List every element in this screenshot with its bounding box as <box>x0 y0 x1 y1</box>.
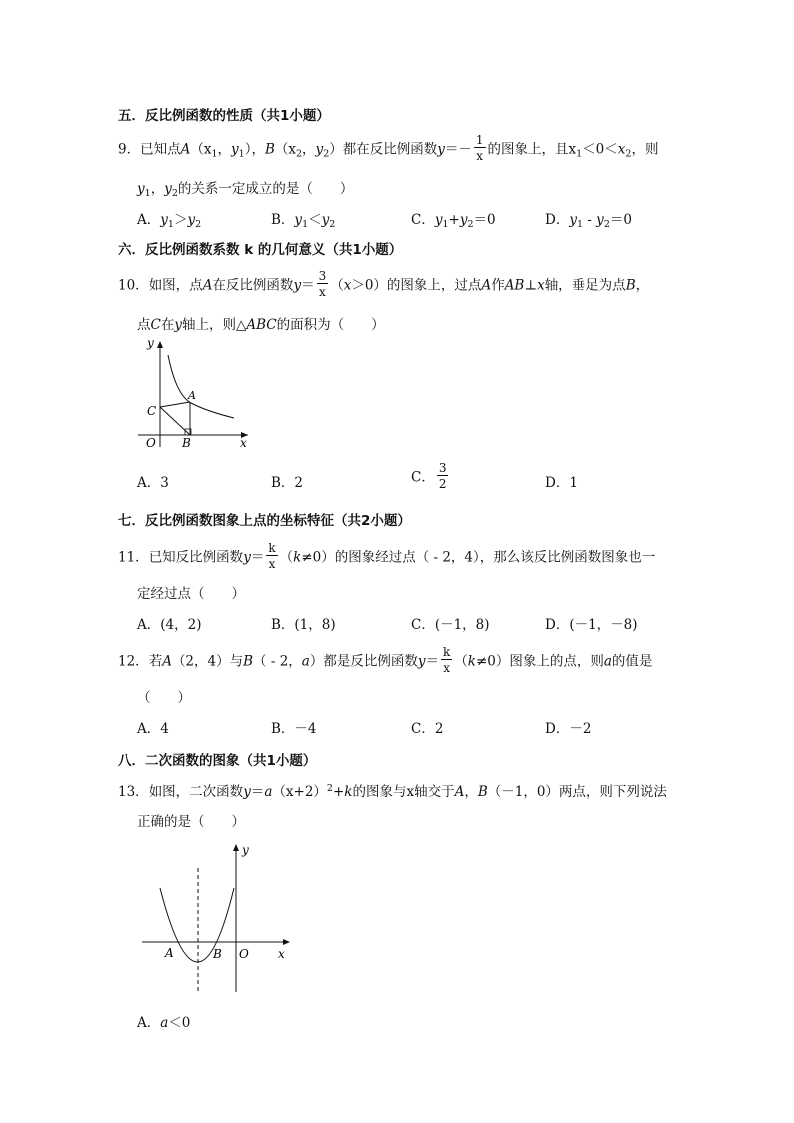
label-c: C <box>147 404 157 418</box>
question-12-line1: 12．若A（2，4）与B（ - 2，a）都是反比例函数y＝ $\frac{k}{x}$ （k≠0）图象上的点，则a的值是 <box>118 645 653 675</box>
question-10-line2: 点C在y轴上，则△ABC的面积为（ ） <box>137 317 385 333</box>
x-axis-arrow <box>283 939 290 945</box>
y-axis-arrow <box>157 341 163 348</box>
question-11-line2: 定经过点（ ） <box>137 586 245 602</box>
question-13-line2: 正确的是（ ） <box>137 814 245 830</box>
segment-cb <box>160 407 190 435</box>
option-9b[interactable]: B．$y_1<y_2$ <box>271 212 336 230</box>
option-11c[interactable]: C．(－1，8) <box>411 617 490 633</box>
label-o: O <box>146 436 156 450</box>
section-title-6: 六．反比例函数系数 k 的几何意义（共1小题） <box>118 242 403 258</box>
option-9d[interactable]: D．$y_1 - y_2=0$ <box>545 212 632 230</box>
option-10a[interactable]: A．3 <box>137 475 169 491</box>
y-axis-arrow <box>233 844 239 851</box>
label-x: x <box>240 436 247 450</box>
hyperbola-curve <box>168 355 234 418</box>
question-10-line1: 10．如图，点A在反比例函数y＝ $\frac{3}{x}$ （x＞0）的图象上，过点A作AB⊥x轴，垂足为点B， <box>118 269 650 299</box>
fraction-k-over-x-2: $\frac{k}{x}$ <box>442 645 451 675</box>
section-title-8: 八．二次函数的图象（共1小题） <box>118 753 317 769</box>
option-12a[interactable]: A．4 <box>137 721 169 737</box>
option-11d[interactable]: D．(－1，－8) <box>545 617 638 633</box>
label-x: x <box>278 947 285 961</box>
option-10c[interactable]: C． $\frac{3}{2}$ <box>411 461 447 491</box>
figure-inverse-function <box>128 335 258 450</box>
label-b: B <box>182 436 191 450</box>
option-10d[interactable]: D．1 <box>545 475 578 491</box>
section-title-7: 七．反比例函数图象上点的坐标特征（共2小题） <box>118 513 411 529</box>
segment-ca <box>160 402 190 407</box>
label-b: B <box>213 947 222 961</box>
option-13a[interactable]: A．a＜0 <box>137 1015 191 1031</box>
fraction-1-over-x: $\frac{1}{x}$ <box>475 133 484 163</box>
option-12d[interactable]: D．－2 <box>545 721 592 737</box>
figure-parabola <box>138 838 298 996</box>
option-10b[interactable]: B．2 <box>271 475 304 491</box>
question-11-line1: 11．已知反比例函数y＝ $\frac{k}{x}$ （k≠0）的图象经过点（ - 2，4），那么该反比例函数图象也一 <box>118 541 656 571</box>
question-9-line2: $y_1$，$y_2$的关系一定成立的是（ ） <box>137 181 354 199</box>
label-y: y <box>147 336 154 350</box>
option-9a[interactable]: A．$y_1>y_2$ <box>137 212 202 230</box>
label-o: O <box>239 947 249 961</box>
label-a: A <box>188 389 196 402</box>
question-12-line2: （ ） <box>137 690 191 706</box>
option-11b[interactable]: B．(1，8) <box>271 617 336 633</box>
fraction-k-over-x: $\frac{k}{x}$ <box>268 541 276 571</box>
question-9-line1: 9．已知点$A(x_1$，$y_1$），$B(x_2$，$y_2$）都在反比例函数y＝－ $\frac{1}{x}$ 的图象上，且$x_1<0<x_2$，则 <box>118 133 659 163</box>
option-12c[interactable]: C．2 <box>411 721 444 737</box>
option-12b[interactable]: B．－4 <box>271 721 317 737</box>
option-11a[interactable]: A．(4，2) <box>137 617 202 633</box>
fraction-3-over-x: $\frac{3}{x}$ <box>318 269 327 299</box>
label-a: A <box>165 946 174 960</box>
section-title-5: 五．反比例函数的性质（共1小题） <box>118 108 330 124</box>
label-y: y <box>242 843 249 857</box>
option-9c[interactable]: C．$y_1+y_2=0$ <box>411 212 496 230</box>
fraction-3-over-2: $\frac{3}{2}$ <box>438 461 447 491</box>
question-13-line1: 13．如图，二次函数$y=a(x+2)^2+k$的图象与x轴交于A，B（－1，0）两点，则下列说法 <box>118 783 667 800</box>
